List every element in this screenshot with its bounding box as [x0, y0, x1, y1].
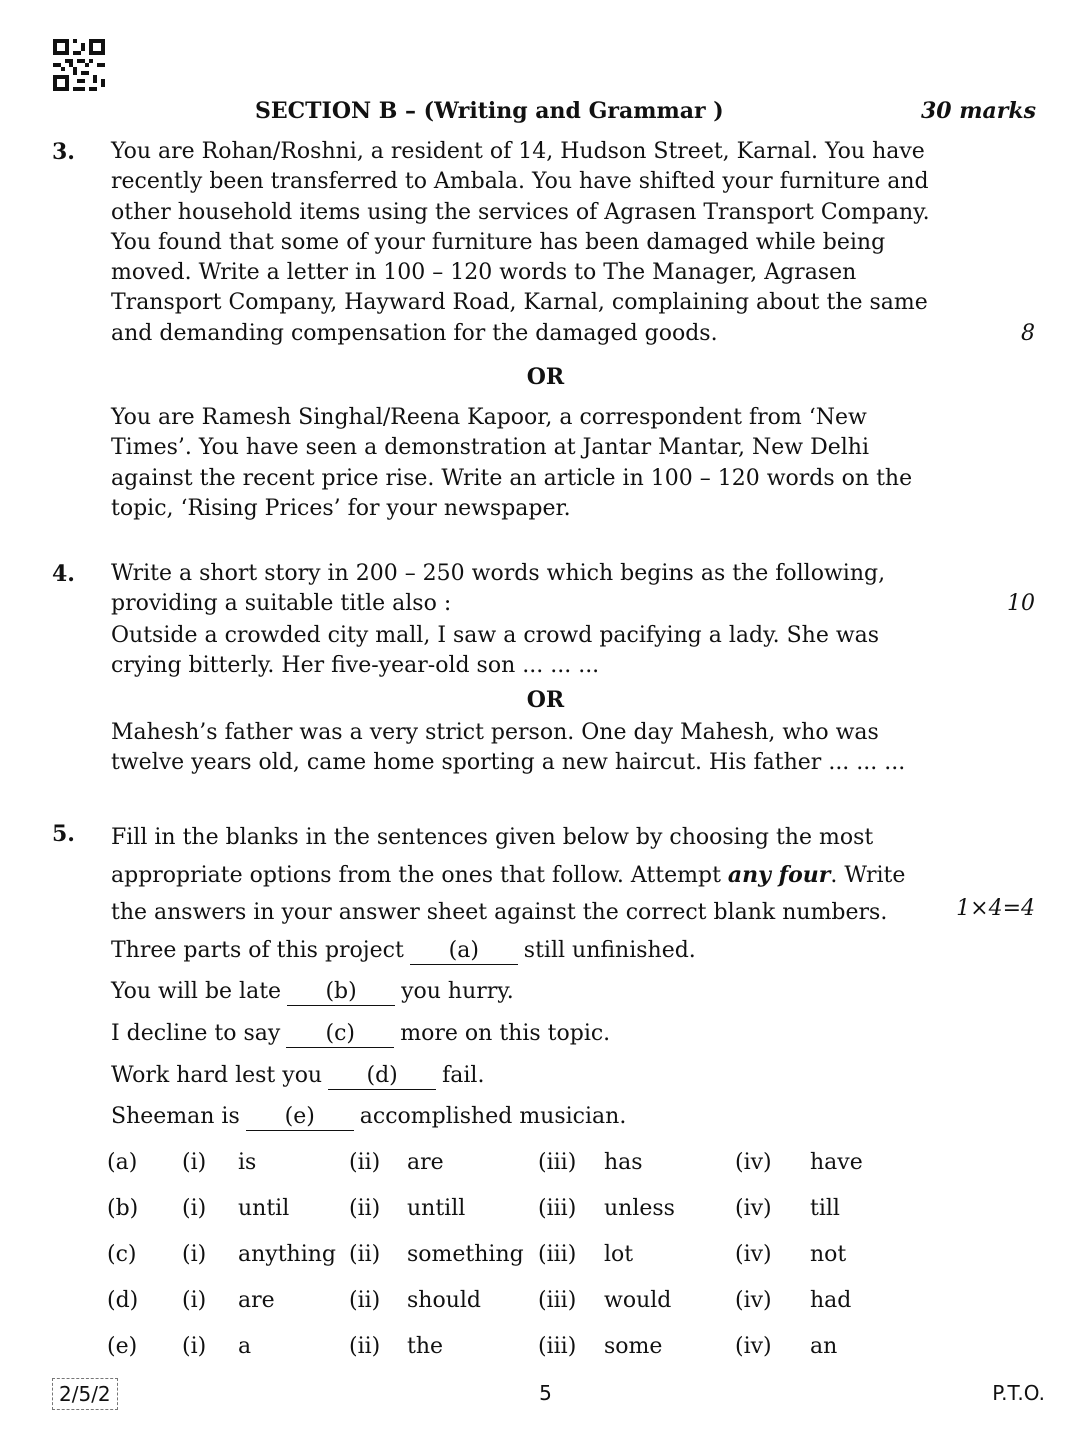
sentence-a: Three parts of this project (a) still unfinished. [111, 938, 696, 963]
question-4-or: OR [526, 687, 565, 713]
sentence-c: I decline to say (c) more on this topic. [111, 1021, 611, 1046]
page-number: 5 [539, 1381, 552, 1405]
question-3-number: 3. [52, 139, 75, 165]
options-row-b: (b) (i) until (ii) untill (iii) unless (iv) till [107, 1196, 840, 1221]
question-3-or: OR [526, 364, 565, 390]
blank-b: (b) [287, 979, 395, 1006]
question-5-number: 5. [52, 821, 75, 847]
section-title: SECTION B – (Writing and Grammar ) [255, 98, 724, 124]
blank-c: (c) [286, 1021, 394, 1048]
question-3-marks: 8 [1021, 321, 1035, 346]
blank-d: (d) [328, 1063, 436, 1090]
sentence-e: Sheeman is (e) accomplished musician. [111, 1104, 627, 1129]
question-3-text: You are Rohan/Roshni, a resident of 14, Hudson Street, Karnal. You have recently been transferred to Ambala. You have shifted your furniture and other household items using the services of Agrasen Transport Company. You found that some of your furniture has been damaged while being moved. Write a letter in 100 – 120 words to The Manager, Agrasen Transport Company, Hayward Road, Karnal, complaining about the same and demanding compensation for the damaged goods. [111, 139, 930, 346]
question-3-alternative: You are Ramesh Singhal/Reena Kapoor, a correspondent from ‘New Times’. You have seen a demonstration at Jantar Mantar, New Delhi against the recent price rise. Write an article in 100 – 120 words on the topic, ‘Rising Prices’ for your newspaper. [111, 405, 913, 521]
options-row-a: (a) (i) is (ii) are (iii) has (iv) have [107, 1150, 863, 1175]
please-turn-over: P.T.O. [992, 1381, 1045, 1405]
sentence-d: Work hard lest you (d) fail. [111, 1063, 485, 1088]
question-4-alternative: Mahesh’s father was a very strict person. One day Mahesh, who was twelve years old, came home sporting a new haircut. His father ... ... ... [111, 720, 906, 776]
question-5-marks: 1×4=4 [956, 896, 1035, 921]
sentence-b: You will be late (b) you hurry. [111, 979, 514, 1004]
blank-a: (a) [410, 938, 518, 965]
question-4-number: 4. [52, 561, 75, 587]
options-row-c: (c) (i) anything (ii) something (iii) lot (iv) not [107, 1242, 847, 1267]
question-4-marks: 10 [1007, 591, 1035, 616]
question-4-story-start: Outside a crowded city mall, I saw a crowd pacifying a lady. She was crying bitterly. Her five-year-old son ... ... ... [111, 623, 880, 679]
blank-e: (e) [246, 1104, 354, 1131]
section-marks: 30 marks [920, 98, 1036, 124]
paper-code: 2/5/2 [52, 1378, 118, 1410]
question-5-instructions: Fill in the blanks in the sentences given below by choosing the most appropriate options from the ones that follow. Attempt any four. Write the answers in your answer sheet against the correct blank numbers. [111, 825, 906, 925]
options-row-e: (e) (i) a (ii) the (iii) some (iv) an [107, 1334, 838, 1359]
qr-code-icon [53, 39, 105, 91]
question-4-text: Write a short story in 200 – 250 words which begins as the following, providing a suitable title also : [111, 561, 886, 617]
options-row-d: (d) (i) are (ii) should (iii) would (iv) had [107, 1288, 852, 1313]
